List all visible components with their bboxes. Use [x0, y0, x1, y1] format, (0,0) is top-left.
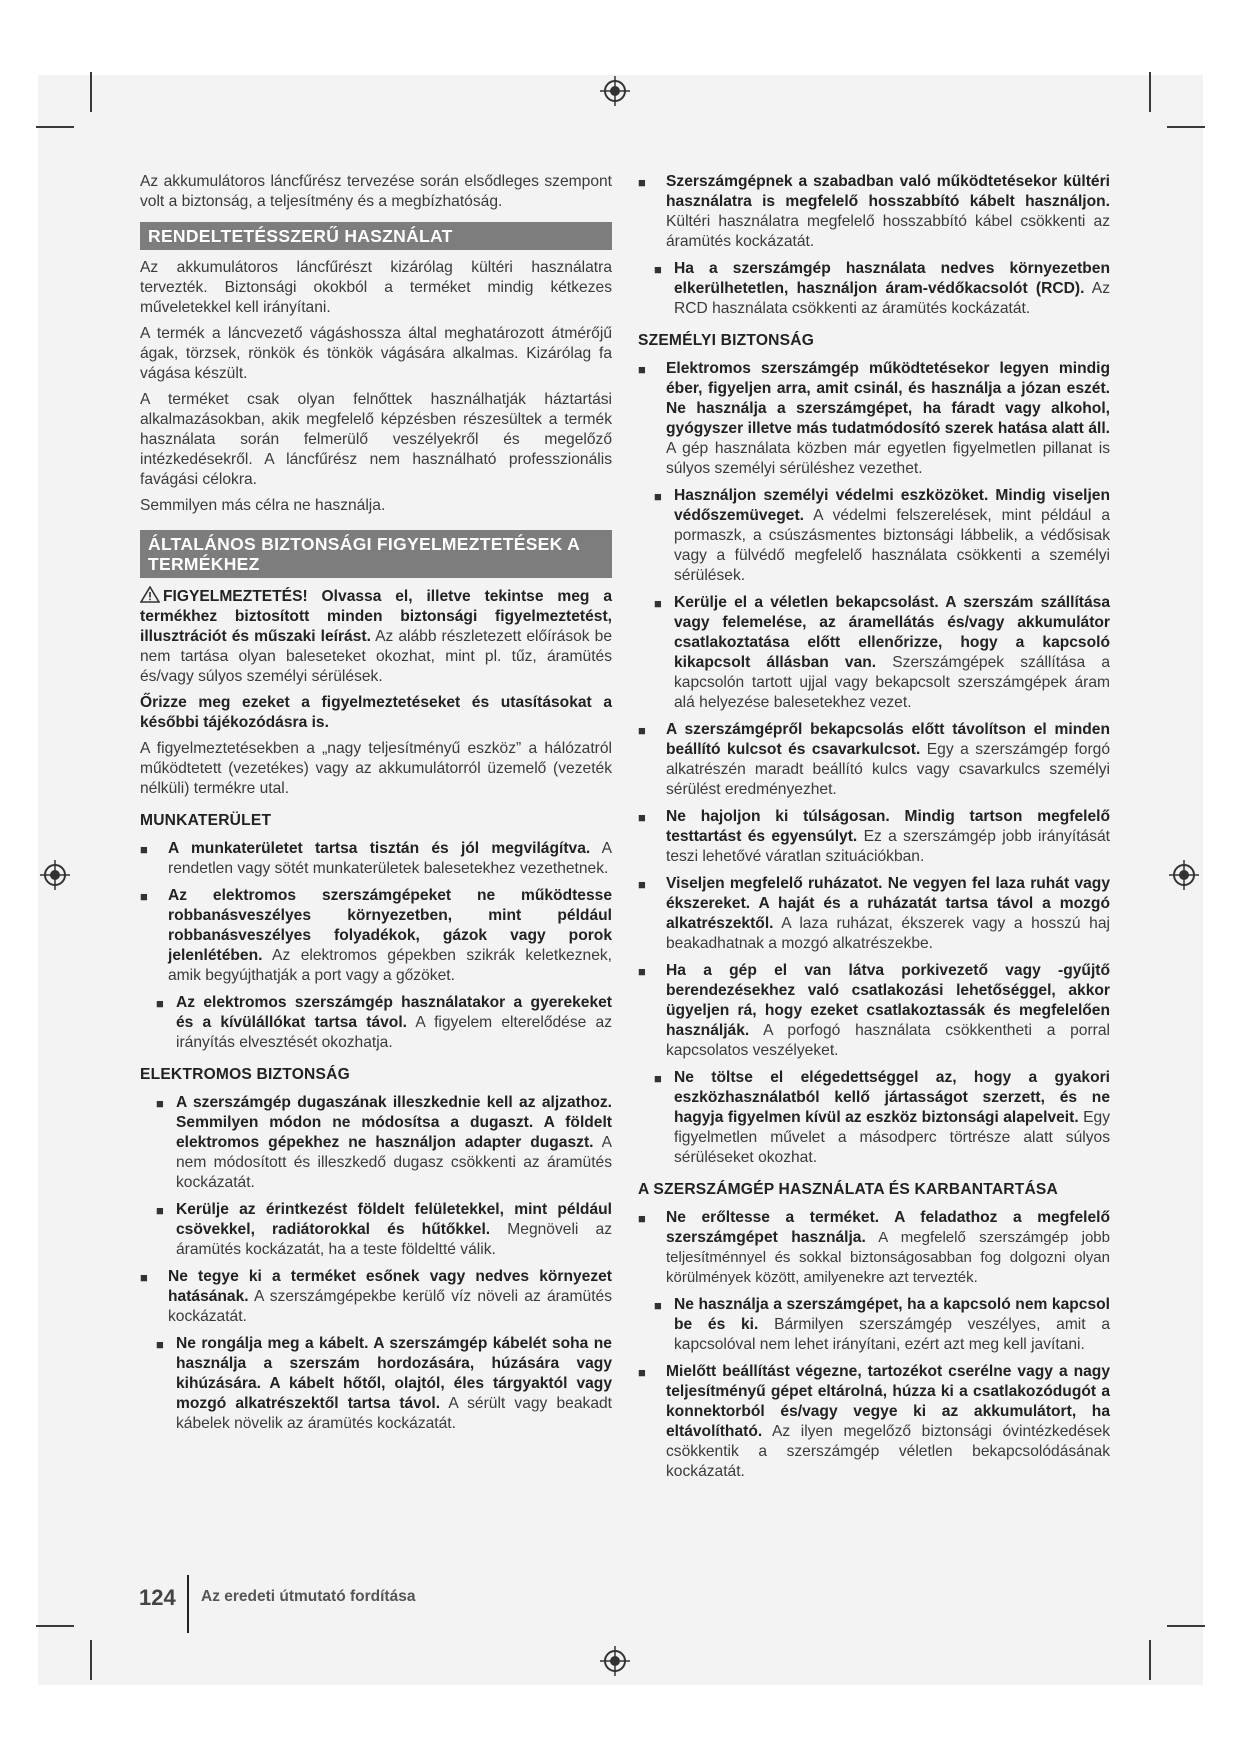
list-item [140, 839, 612, 879]
square-bullet-icon: ■ [638, 1211, 646, 1226]
body-paragraph: A terméket csak olyan felnőttek használhatják háztartási alkalmazásokban, akik megfelelő képzésben részesültek a termék használata során felmerülő veszélyekről és megelőző intézkedésekről. A láncfűrész nem használható professzionális favágási célokra. [140, 391, 612, 488]
page-number: 124 [139, 1585, 176, 1610]
list-item [140, 1334, 612, 1434]
item-text: Megnöveli az áramütés kockázatát, ha a teste földeltté válik. [176, 1221, 612, 1258]
item-lead: Ne tegye ki a terméket esőnek vagy nedves környezet hatásának. [168, 1268, 612, 1305]
body-paragraph: A termék a láncvezető vágáshossza által meghatározott átmérőjű ágak, törzsek, rönkök és tönkök vágására alkalmas. Kizárólag fa vágása készült. [140, 325, 612, 382]
list-item [638, 961, 1110, 1061]
item-text: Egy a szerszámgép forgó alkatrészén maradt beállító kulcs vagy csavarkulcs személyi sérülést eredményezhet. [666, 741, 1110, 798]
list-item [638, 359, 1110, 479]
item-text: Egy figyelmetlen művelet a másodperc törtrésze alatt súlyos sérüléseket okozhat. [674, 1109, 1110, 1166]
item-text: A laza ruházat, ékszerek vagy a hosszú haj beakadhatnak a mozgó alkatrészekbe. [666, 915, 1110, 952]
item-lead: Ne használja a szerszámgépet, ha a kapcsoló nem kapcsol be és ki. [674, 1296, 1110, 1333]
item-text: A védelmi felszerelések, mint például a pormaszk, a csúszásmentes biztonsági lábbelik, a védősisak vagy a fülvédő megfelelő használata csökkenti a személyi sérülések. [674, 507, 1110, 584]
item-lead: Az elektromos szerszámgép használatakor a gyerekeket és a kívülállókat tartsa távol. [176, 994, 612, 1031]
item-text: Az elektromos gépekben szikrák keletkeznek, amik begyújthatják a port vagy a gőzöket. [168, 947, 612, 984]
item-lead: Ha a szerszámgép használata nedves környezetben elkerülhetetlen, használjon áram-védőkacsolót (RCD). [674, 260, 1110, 297]
footer-text: Az eredeti útmutató fordítása [201, 1588, 416, 1605]
square-bullet-icon: ■ [654, 489, 662, 504]
crop-mark [1149, 72, 1151, 112]
square-bullet-icon: ■ [654, 596, 662, 611]
item-text: Szerszámgépek szállítása a kapcsolón tartott ujjal vagy bekapcsolt szerszámgépek áram alá helyezése balesetekhez vezet. [674, 654, 1110, 711]
item-text: A nem módosított és illeszkedő dugasz csökkenti az áramütés kockázatát. [176, 1134, 612, 1191]
subheading-personal-safety: SZEMÉLYI BIZTONSÁG [638, 332, 815, 349]
square-bullet-icon: ■ [638, 964, 646, 979]
subheading-electrical-safety: ELEKTROMOS BIZTONSÁG [140, 1066, 350, 1083]
item-text: Az RCD használata csökkenti az áramütés kockázatát. [674, 280, 1111, 317]
item-lead: Ha a gép el van látva porkivezető vagy -gyűjtő berendezésekhez való csatlakozási lehetőséggel, akkor ügyeljen rá, hogy ezeket csatlakoztassák és megfelelően használják. [666, 962, 1110, 1039]
square-bullet-icon: ■ [638, 362, 646, 377]
item-lead: Ne rongálja meg a kábelt. A szerszámgép kábelét soha ne használja a szerszám hordozására, húzására vagy kihúzására. A kábelt hőtől, olajtól, éles tárgyaktól vagy mozgó alkatrészektől tartsa távol. [176, 1335, 612, 1412]
item-lead: Szerszámgépnek a szabadban való működtetésekor kültéri használatra is megfelelő hosszabbító kábelt használjon. [666, 173, 1110, 210]
item-text: A figyelem elterelődése az irányítás elvesztését okozhatja. [176, 1014, 612, 1051]
square-bullet-icon: ■ [638, 1365, 646, 1380]
item-text: A megfelelő szerszámgép jobb teljesítménnyel és sokkal biztonságosabban fog dolgozni olyan körülmények között, amilyenekre azt tervezték. [666, 1229, 1110, 1286]
warning-triangle-icon [140, 586, 160, 603]
list-item [638, 1362, 1110, 1482]
crop-mark [36, 1625, 74, 1627]
list-item [140, 1267, 612, 1327]
item-lead: Ne erőltesse a terméket. A feladathoz a megfelelő szerszámgépet használja. [666, 1209, 1110, 1246]
square-bullet-icon: ■ [156, 996, 164, 1011]
crop-mark [1167, 126, 1205, 128]
item-lead: Kerülje az érintkezést földelt felületekkel, mint például csövekkel, radiátorokkal és hűtőkkel. [176, 1201, 612, 1238]
item-text: A rendetlen vagy sötét munkaterületek balesetekhez vezethetnek. [168, 840, 612, 877]
body-paragraph: Az akkumulátoros láncfűrészt kizárólag kültéri használatra tervezték. Biztonsági okokból a terméket mindig kétkezes műveletekkel kell irányítani. [140, 259, 612, 316]
item-text: A szerszámgépekbe kerülő víz növeli az áramütés kockázatát. [168, 1288, 612, 1325]
item-text: Az ilyen megelőző biztonsági óvintézkedések csökkentik a szerszámgép véletlen bekapcsolódásának kockázatát. [666, 1423, 1110, 1480]
keep-instructions [140, 693, 612, 733]
item-lead: A szerszámgépről bekapcsolás előtt távolítson el minden beállító kulcsot és csavarkulcsot. [666, 721, 1110, 758]
subheading-work-area: MUNKATERÜLET [140, 812, 272, 829]
item-text: Ez a szerszámgép jobb irányítását teszi lehetővé váratlan szituációkban. [666, 828, 1110, 865]
crop-mark [1167, 1625, 1205, 1627]
intro-paragraph: Az akkumulátoros láncfűrész tervezése során elsődleges szempont volt a biztonság, a teljesítmény és a megbízhatóság. [140, 173, 612, 210]
square-bullet-icon: ■ [638, 723, 646, 738]
crop-mark [90, 72, 92, 112]
item-lead: Viseljen megfelelő ruházatot. Ne vegyen fel laza ruhát vagy ékszereket. A haját és a ruházatát tartsa távol a mozgó alkatrészektől. [666, 875, 1110, 932]
registration-mark-icon [600, 76, 630, 106]
list-item [638, 486, 1110, 586]
item-lead: Ne töltse el elégedettséggel az, hogy a gyakori eszközhasználatból kellő jártasságot szerzett, és ne hagyja figyelmen kívül az eszköz biztonsági alapelveit. [674, 1069, 1110, 1126]
item-lead: Ne hajoljon ki túlságosan. Mindig tartson megfelelő testtartást és egyensúlyt. [666, 808, 1110, 845]
square-bullet-icon: ■ [638, 810, 646, 825]
item-text: Kültéri használatra megfelelő hosszabbító kábel csökkenti az áramütés kockázatát. [666, 213, 1110, 250]
footer-divider [187, 1575, 189, 1633]
item-lead: Kerülje el a véletlen bekapcsolást. A szerszám szállítása vagy felemelése, az áramellátás és/vagy akkumulátor csatlakoztatása előtt ellenőrizze, hogy a kapcsoló kikapcsolt állásban van. [674, 594, 1110, 671]
item-lead: Elektromos szerszámgép működtetésekor legyen mindig éber, figyeljen arra, amit csinál, és használja a józan eszét. Ne használja a szerszámgépet, ha fáradt vagy alkohol, gyógyszer illetve más tudatmódosító szerek hatása alatt áll. [666, 360, 1110, 437]
list-item [638, 593, 1110, 713]
warning-bold: FIGYELMEZTETÉS! Olvassa el, illetve tekintse meg a termékhez biztosított minden biztonsági figyelmeztetést, illusztrációt és műszaki leírást. [140, 588, 612, 645]
warning-text: Az alább részletezett előírások be nem tartása olyan baleseteket okozhat, mint pl. tűz, áramütés és/vagy súlyos személyi sérülések. [140, 628, 612, 685]
list-item [638, 1295, 1110, 1355]
item-lead: A szerszámgép dugaszának illeszkednie kell az aljzathoz. Semmilyen módon ne módosítsa a dugaszt. A földelt elektromos gépekhez ne használjon adapter dugaszt. [176, 1094, 612, 1151]
item-lead: Az elektromos szerszámgépeket ne működtesse robbanásveszélyes környezetben, mint például robbanásveszélyes folyadékok, gázok vagy porok jelenlétében. [168, 887, 612, 964]
list-item [140, 993, 612, 1053]
square-bullet-icon: ■ [654, 262, 662, 277]
crop-mark [1149, 1640, 1151, 1680]
list-item [638, 172, 1110, 252]
item-text: A gép használata közben már egyetlen figyelmetlen pillanat is súlyos személyi sérüléshez vezethet. [666, 440, 1110, 477]
list-item [638, 720, 1110, 800]
section-heading-general-safety: ÁLTALÁNOS BIZTONSÁGI FIGYELMEZTETÉSEK A TERMÉKHEZ [140, 530, 612, 578]
item-text: Bármilyen szerszámgép veszélyes, amit a kapcsolóval nem lehet irányítani, ezért azt meg kell javítani. [674, 1316, 1111, 1353]
square-bullet-icon: ■ [156, 1203, 164, 1218]
square-bullet-icon: ■ [638, 175, 646, 190]
section-heading-intended-use: RENDELTETÉSSZERŰ HASZNÁLAT [140, 222, 612, 250]
list-item [638, 259, 1110, 319]
square-bullet-icon: ■ [654, 1071, 662, 1086]
warning-paragraph [140, 586, 612, 687]
list-item [638, 1068, 1110, 1168]
registration-mark-icon [600, 1646, 630, 1676]
square-bullet-icon: ■ [140, 889, 148, 904]
crop-mark [36, 126, 74, 128]
term-definition: A figyelmeztetésekben a „nagy teljesítményű eszköz” a hálózatról működtetett (vezetékes) vagy az akkumulátorról üzemelő (vezeték nélküli) termékre utal. [140, 740, 612, 797]
left-column [140, 172, 612, 1441]
item-lead: A munkaterületet tartsa tisztán és jól megvilágítva. [168, 840, 591, 857]
item-text: A porfogó használata csökkentheti a porral kapcsolatos veszélyeket. [666, 1022, 1110, 1059]
square-bullet-icon: ■ [140, 842, 148, 857]
registration-mark-icon [40, 860, 70, 890]
registration-mark-icon [1169, 860, 1199, 890]
item-lead: Használjon személyi védelmi eszközöket. Mindig viseljen védőszemüveget. [674, 487, 1110, 524]
item-lead: Mielőtt beállítást végezne, tartozékot cserélne vagy a nagy teljesítményű gépet eltárolná, húzza ki a csatlakozódugót a konnektorból és/vagy vegye ki az akkumulátort, ha eltávolítható. [666, 1363, 1110, 1440]
subheading-tool-use-maintenance: A SZERSZÁMGÉP HASZNÁLATA ÉS KARBANTARTÁSA [638, 1181, 1058, 1198]
square-bullet-icon: ■ [140, 1270, 148, 1285]
list-item [140, 1093, 612, 1193]
keep-instructions-text: Őrizze meg ezeket a figyelmeztetéseket és utasításokat a későbbi tájékozódásra is. [140, 694, 612, 731]
right-column [638, 172, 1110, 1489]
list-item [638, 874, 1110, 954]
list-item [140, 1200, 612, 1260]
list-item [638, 807, 1110, 867]
square-bullet-icon: ■ [638, 877, 646, 892]
square-bullet-icon: ■ [156, 1337, 164, 1352]
list-item [638, 1208, 1110, 1288]
body-paragraph: Semmilyen más célra ne használja. [140, 497, 386, 514]
crop-mark [90, 1640, 92, 1680]
list-item [140, 886, 612, 986]
square-bullet-icon: ■ [156, 1096, 164, 1111]
square-bullet-icon: ■ [654, 1298, 662, 1313]
item-text: A sérült vagy beakadt kábelek növelik az áramütés kockázatát. [176, 1395, 612, 1432]
